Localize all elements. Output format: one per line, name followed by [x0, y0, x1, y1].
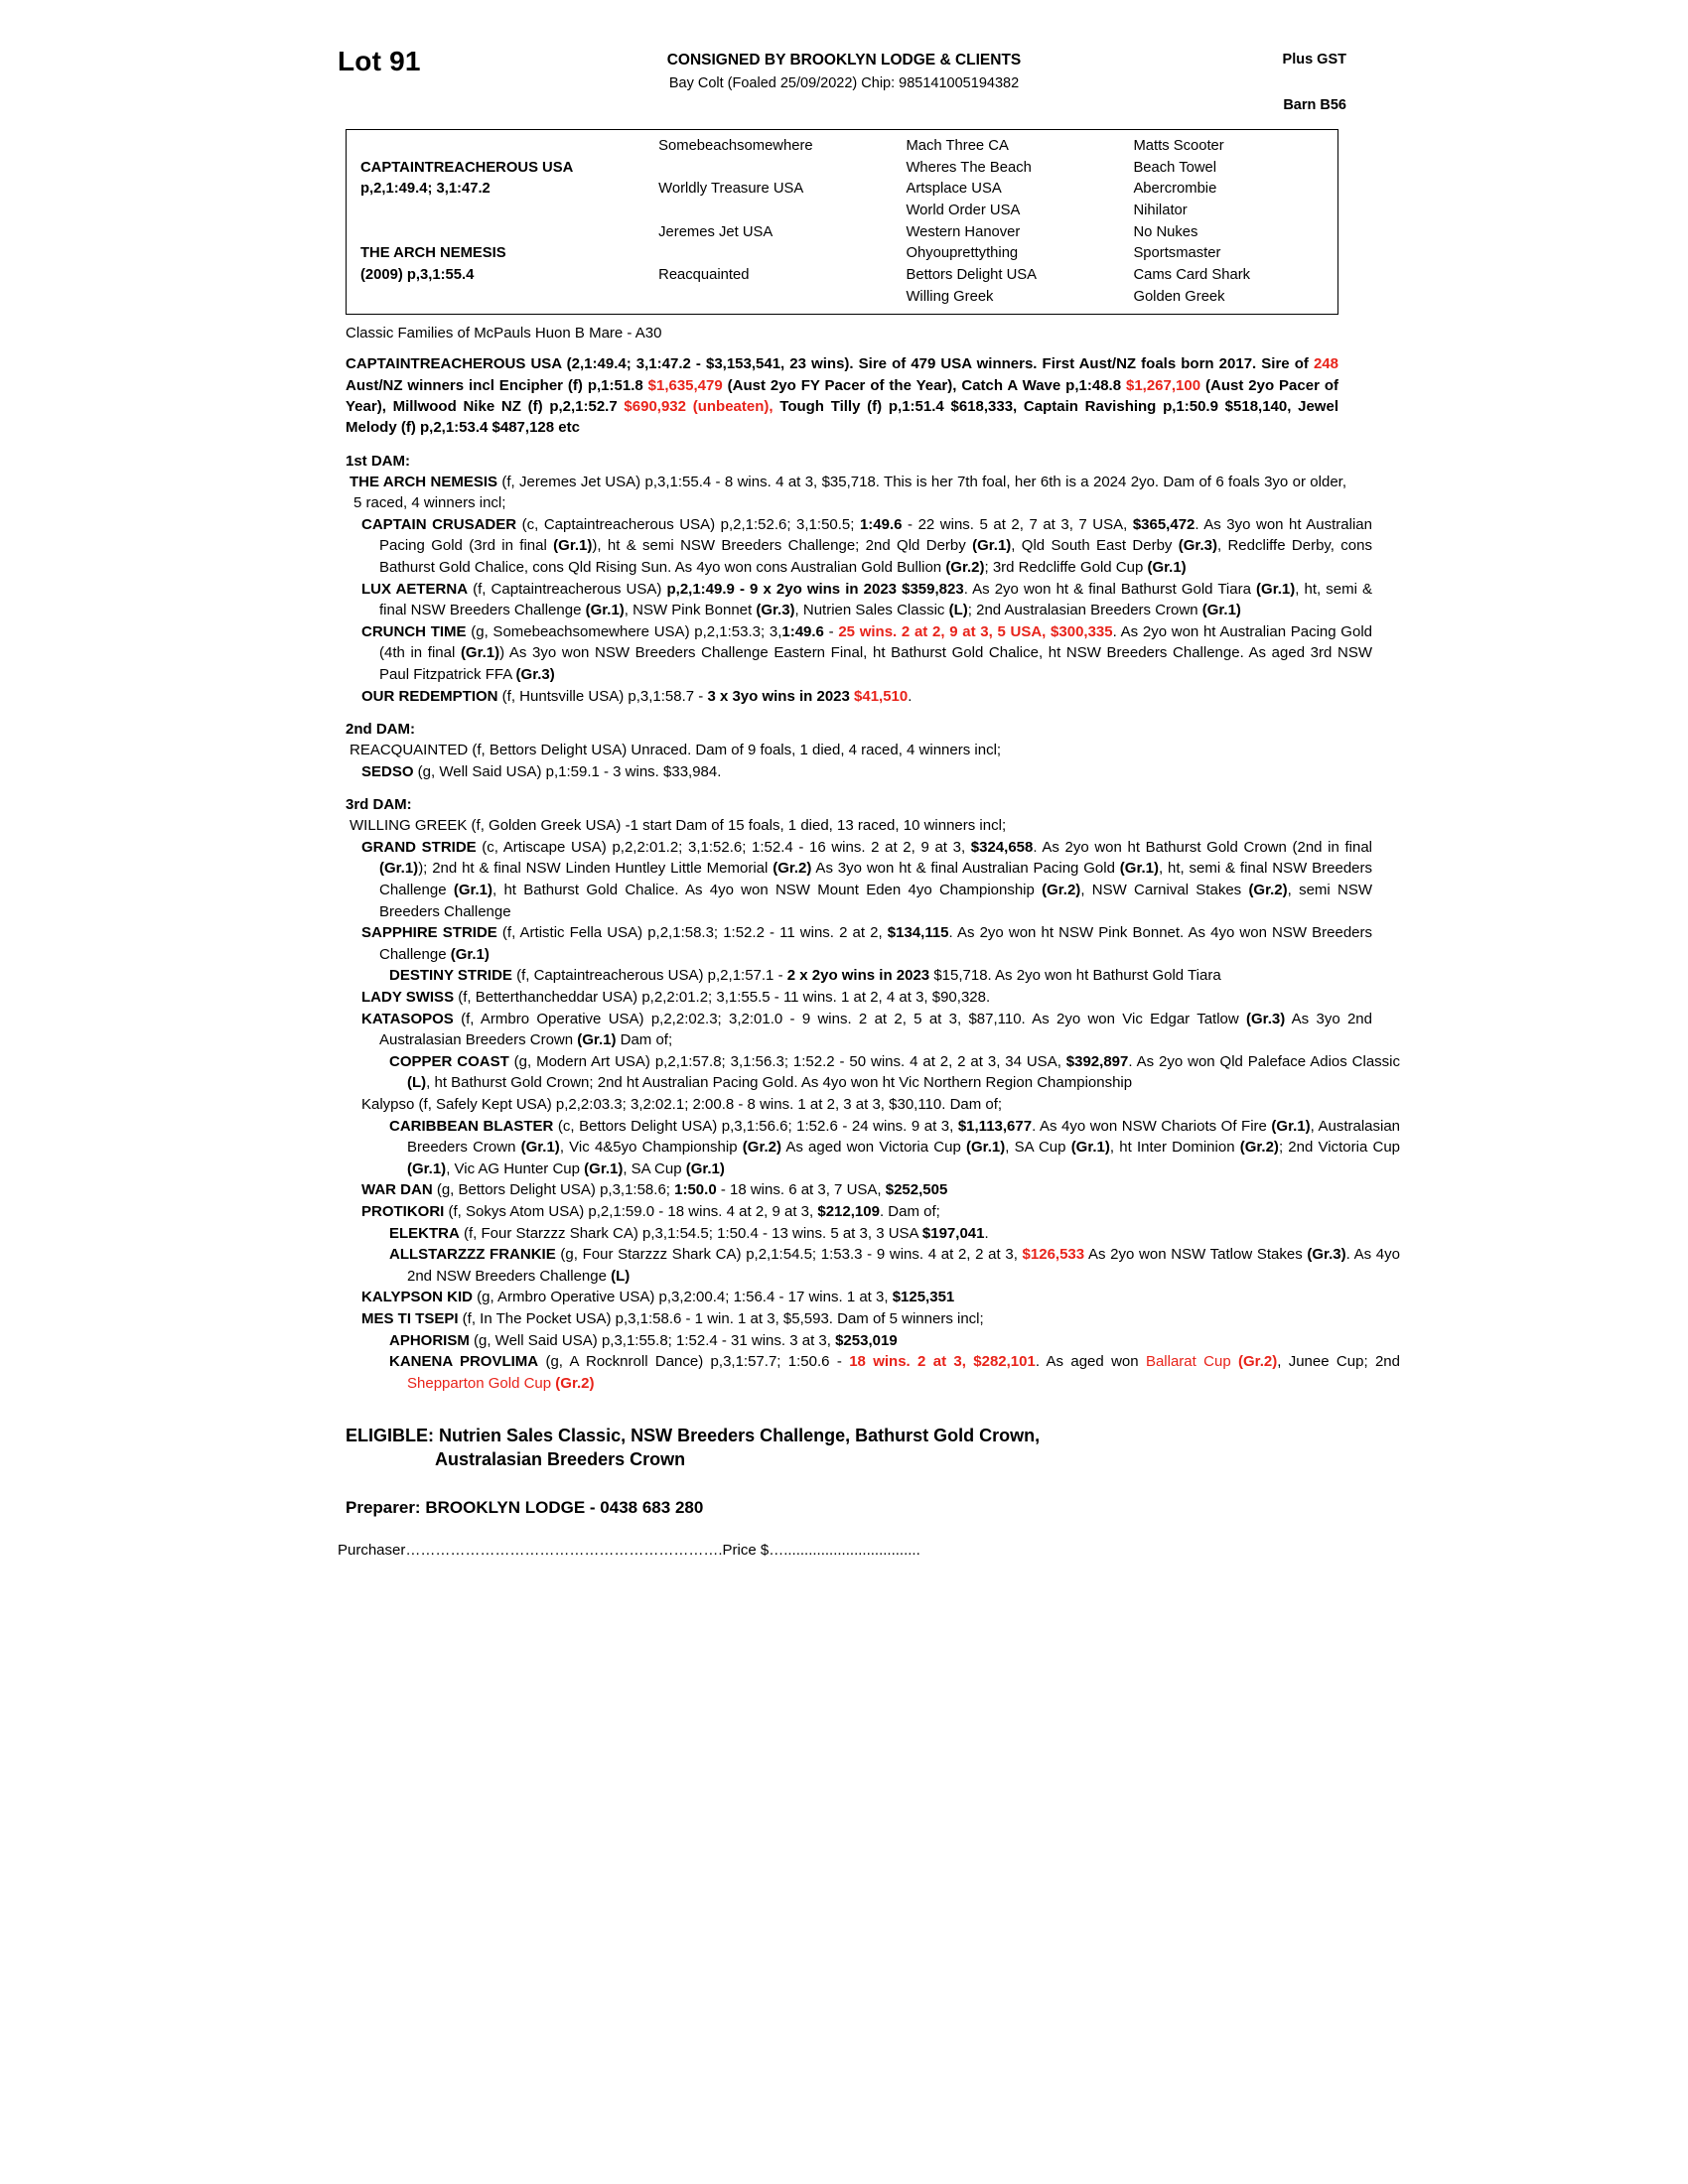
pedigree-entry	[346, 514, 1372, 579]
text-run: (L)	[948, 602, 968, 619]
text-run: - 22 wins. 5 at 2, 7 at 3, 7 USA,	[902, 515, 1133, 533]
text-run: (g, Four Starzzz Shark CA) p,2,1:54.5; 1:53.3 - 9 wins. 4 at 2, 2 at 3,	[555, 1246, 1023, 1264]
text-run: (f, Captaintreacherous USA)	[468, 580, 667, 598]
pedigree-cell	[654, 158, 902, 180]
text-run: (Gr.2)	[1238, 1353, 1278, 1371]
text-run: , SA Cup	[1005, 1139, 1071, 1157]
pedigree-entry	[346, 987, 1372, 1009]
dam-sections	[338, 452, 1401, 1395]
pedigree-cell: Jeremes Jet USA	[658, 223, 774, 240]
text-run: $212,109	[817, 1202, 880, 1220]
pedigree-entry	[346, 740, 1346, 761]
text-run: , ht Bathurst Gold Chalice. As 4yo won NSW Mount Eden 4yo Championship	[492, 882, 1043, 899]
text-run: $365,472	[1132, 515, 1196, 533]
pedigree-entry	[346, 965, 1400, 987]
text-run: (Gr.2)	[1239, 1139, 1279, 1157]
pedigree-cell: World Order USA	[906, 203, 1021, 219]
pedigree-entry	[346, 1287, 1372, 1308]
text-run: , SA Cup	[623, 1160, 686, 1177]
text-run: (Gr.3)	[756, 602, 795, 619]
text-run: (Gr.1)	[1070, 1139, 1110, 1157]
text-run: ; 2nd Victoria Cup	[1278, 1139, 1401, 1157]
pedigree-entry	[346, 1116, 1400, 1180]
text-run: COPPER COAST	[389, 1052, 509, 1070]
text-run: (Gr.3)	[1178, 537, 1217, 555]
pedigree-cell: Matts Scooter	[1133, 138, 1224, 154]
pedigree-cell: Bettors Delight USA	[906, 267, 1038, 284]
text-run: Kalypso (f, Safely Kept USA) p,2,2:03.3; 3,2:02.1; 2:00.8 - 8 wins. 1 at 2, 3 at 3, $30,110. Dam of;	[361, 1096, 1003, 1113]
pedigree-cell	[654, 243, 902, 265]
text-run: , semi NSW Breeders Challenge	[379, 882, 1372, 920]
text-run: (c, Artiscape USA) p,2,2:01.2; 3,1:52.6; 1:52.4 - 16 wins. 2 at 2, 9 at 3,	[476, 838, 971, 856]
pedigree-cell	[654, 287, 902, 309]
text-run: . As 4yo 2nd NSW Breeders Challenge	[407, 1246, 1400, 1285]
text-run: Aust/NZ winners incl Encipher (f) p,1:51.8	[346, 376, 648, 394]
text-run: ALLSTARZZZ FRANKIE	[389, 1246, 556, 1264]
text-run: (Gr.1)	[553, 537, 593, 555]
text-run: $197,041	[921, 1224, 985, 1242]
text-run: KANENA PROVLIMA	[389, 1353, 539, 1371]
text-run: . As 2yo won ht Bathurst Gold Crown (2nd in final	[1033, 838, 1372, 856]
text-run: , Nutrien Sales Classic	[794, 602, 949, 619]
text-run: CARIBBEAN BLASTER	[389, 1117, 554, 1135]
text-run: (g, Bettors Delight USA) p,3,1:58.6;	[432, 1181, 675, 1199]
text-run: (Gr.2)	[773, 860, 812, 878]
pedigree-entry	[346, 1351, 1400, 1394]
text-run: (Gr.1)	[1147, 558, 1187, 576]
pedigree-cell: Worldly Treasure USA	[658, 181, 804, 198]
pedigree-cell: Cams Card Shark	[1133, 267, 1251, 284]
pedigree-cell: Nihilator	[1133, 203, 1188, 219]
pedigree-entry	[346, 621, 1372, 686]
text-run: PROTIKORI	[361, 1202, 445, 1220]
text-run: , Redcliffe Derby, cons Bathurst Gold Chalice, cons Qld Rising Sun. As 4yo won cons Australian Gold Bullion	[379, 537, 1372, 576]
pedigree-row	[347, 158, 1337, 180]
pedigree-entry	[346, 922, 1372, 965]
text-run: (L)	[407, 1074, 427, 1092]
text-run: (f, Jeremes Jet USA) p,3,1:55.4 - 8 wins. 4 at 3, $35,718. This is her 7th foal, her 6th is a 2024 2yo. Dam of 6 foals 3yo or older, 5 raced, 4 winners incl;	[353, 473, 1346, 512]
dam-heading: 3rd DAM:	[346, 796, 412, 814]
text-run: $126,533	[1022, 1246, 1085, 1264]
pedigree-entry	[346, 472, 1346, 514]
pedigree-cell	[347, 222, 654, 244]
text-run: MES TI TSEPI	[361, 1309, 459, 1327]
pedigree-cell: Somebeachsomewhere	[658, 138, 813, 154]
text-run: -	[823, 622, 839, 640]
text-run: As 3yo 2nd Australasian Breeders Crown	[379, 1010, 1372, 1049]
pedigree-cell: Beach Towel	[1133, 159, 1217, 176]
text-run: (c, Captaintreacherous USA) p,2,1:52.6; 3,1:50.5;	[516, 515, 860, 533]
eligible-line-2: Australasian Breeders Crown	[435, 1449, 686, 1470]
text-run: , Vic 4&5yo Championship	[559, 1139, 743, 1157]
pedigree-cell: Mach Three CA	[906, 138, 1009, 154]
text-run: As 3yo won ht & final Australian Pacing Gold	[811, 860, 1120, 878]
text-run: Dam of;	[616, 1031, 673, 1049]
dam-heading: 1st DAM:	[346, 452, 411, 470]
text-run: $690,932 (unbeaten),	[624, 397, 774, 415]
text-run: Shepparton Gold Cup	[407, 1374, 556, 1392]
text-run: (Gr.2)	[1042, 882, 1081, 899]
text-run: (f, Betterthancheddar USA) p,2,2:01.2; 3,1:55.5 - 11 wins. 1 at 2, 4 at 3, $90,328.	[454, 989, 991, 1007]
pedigree-entry	[346, 579, 1372, 621]
text-run: SEDSO	[361, 762, 414, 780]
text-run: - 18 wins. 6 at 3, 7 USA,	[716, 1181, 886, 1199]
text-run: CAPTAIN CRUSADER	[361, 515, 517, 533]
text-run: (Gr.2)	[555, 1374, 595, 1392]
sire-summary	[346, 353, 1338, 438]
text-run: (f, Sokys Atom USA) p,2,1:59.0 - 18 wins. 4 at 2, 9 at 3,	[444, 1202, 818, 1220]
text-run: GRAND STRIDE	[361, 838, 477, 856]
text-run: $125,351	[892, 1289, 955, 1306]
text-run: (Gr.2)	[945, 558, 985, 576]
text-run: (Gr.1)	[407, 1160, 447, 1177]
text-run: (Gr.1)	[585, 602, 625, 619]
text-run: (Gr.1)	[685, 1160, 725, 1177]
pedigree-cell	[347, 201, 654, 222]
text-run: (Gr.1)	[1201, 602, 1241, 619]
text-run: ELEKTRA	[389, 1224, 460, 1242]
pedigree-entry	[346, 761, 1372, 783]
text-run: (Aust 2yo FY Pacer of the Year), Catch A Wave p,1:48.8	[722, 376, 1126, 394]
pedigree-entry	[346, 1330, 1400, 1352]
text-run: $15,718. As 2yo won ht Bathurst Gold Tiara	[929, 967, 1221, 985]
text-run: (Gr.1)	[1119, 860, 1159, 878]
text-run: As 2yo won NSW Tatlow Stakes	[1084, 1246, 1308, 1264]
pedigree-row	[347, 265, 1337, 287]
text-run: (g, Armbro Operative USA) p,3,2:00.4; 1:56.4 - 17 wins. 1 at 3,	[472, 1289, 893, 1306]
pedigree-cell: Western Hanover	[906, 223, 1021, 240]
text-run: (f, Artistic Fella USA) p,2,1:58.3; 1:52.2 - 11 wins. 2 at 2,	[496, 924, 888, 942]
text-run: (Gr.1)	[584, 1160, 624, 1177]
text-run: $1,635,479	[647, 376, 723, 394]
text-run: (Gr.1)	[966, 1139, 1006, 1157]
text-run: KATASOPOS	[361, 1010, 454, 1027]
text-run: (g, A Rocknroll Dance) p,3,1:57.7; 1:50.6 -	[538, 1353, 850, 1371]
pedigree-entry	[346, 1094, 1372, 1116]
text-run: (f, Captaintreacherous USA) p,2,1:57.1 -	[511, 967, 787, 985]
text-run: . Dam of;	[879, 1202, 940, 1220]
text-run: . As 2yo won ht Australian Pacing Gold (4th in final	[379, 622, 1372, 662]
text-run: (Gr.3)	[1246, 1010, 1286, 1027]
pedigree-cell: Willing Greek	[906, 288, 994, 305]
text-run: , NSW Pink Bonnet	[624, 602, 757, 619]
text-run: .	[908, 687, 913, 705]
text-run: (Gr.3)	[515, 665, 555, 683]
text-run: (Gr.2)	[1248, 882, 1288, 899]
text-run: (Gr.1)	[1271, 1117, 1311, 1135]
text-run: THE ARCH NEMESIS	[350, 473, 497, 490]
text-run: (Gr.1)	[453, 882, 493, 899]
text-run: 248	[1313, 355, 1338, 373]
text-run: (g, Modern Art USA) p,2,1:57.8; 3,1:56.3; 1:52.2 - 50 wins. 4 at 2, 2 at 3, 34 USA,	[508, 1052, 1066, 1070]
text-run: As aged won Victoria Cup	[780, 1139, 967, 1157]
text-run: 2 x 2yo wins in 2023	[786, 967, 930, 985]
text-run: ) As 3yo won NSW Breeders Challenge Eastern Final, ht Bathurst Gold Chalice, ht NSW Breeders Challenge. As aged 3rd NSW Paul Fitzpatrick FFA	[379, 644, 1372, 683]
text-run: , ht, semi & final NSW Breeders Challenge	[379, 580, 1372, 619]
dam-heading: 2nd DAM:	[346, 721, 415, 739]
pedigree-cell: p,2,1:49.4; 3,1:47.2	[360, 181, 491, 198]
lot-number: Lot 91	[338, 46, 421, 76]
pedigree-entry	[346, 1051, 1400, 1094]
pedigree-table	[347, 136, 1337, 308]
text-run: ; 2nd Australasian Breeders Crown	[967, 602, 1202, 619]
text-run: 1:49.6	[781, 622, 824, 640]
text-run: WAR DAN	[361, 1181, 433, 1199]
text-run: . As 4yo won NSW Chariots Of Fire	[1032, 1117, 1272, 1135]
text-run: (Gr.1)	[1256, 580, 1296, 598]
text-run: (g, Somebeachsomewhere USA) p,2,1:53.3; 3,	[466, 622, 782, 640]
text-run: 18 wins. 2 at 3, $282,101	[849, 1353, 1036, 1371]
pedigree-cell: Ohyouprettything	[906, 245, 1019, 262]
pedigree-row	[347, 222, 1337, 244]
text-run: , Vic AG Hunter Cup	[446, 1160, 585, 1177]
text-run: (Gr.1)	[379, 860, 419, 878]
text-run: LADY SWISS	[361, 989, 455, 1007]
text-run: $392,897	[1065, 1052, 1129, 1070]
text-run: ); 2nd ht & final NSW Linden Huntley Little Memorial	[418, 860, 774, 878]
text-run: $324,658	[970, 838, 1034, 856]
text-run: (Gr.1)	[577, 1031, 617, 1049]
pedigree-entry	[346, 1201, 1372, 1223]
classic-families-line: Classic Families of McPauls Huon B Mare - A30	[346, 325, 662, 342]
text-run: ; 3rd Redcliffe Gold Cup	[984, 558, 1148, 576]
text-run: (c, Bettors Delight USA) p,3,1:56.6; 1:52.6 - 24 wins. 9 at 3,	[553, 1117, 958, 1135]
pedigree-cell: Reacquainted	[658, 267, 750, 284]
text-run: .	[984, 1224, 989, 1242]
text-run: , Qld South East Derby	[1011, 537, 1179, 555]
text-run: (Gr.1)	[972, 537, 1012, 555]
pedigree-box	[346, 129, 1338, 315]
pedigree-entry	[346, 686, 1372, 708]
text-run: (Gr.3)	[1307, 1246, 1346, 1264]
text-run: (f, Armbro Operative USA) p,2,2:02.3; 3,2:01.0 - 9 wins. 2 at 2, 5 at 3, $87,110. As 2yo won Vic Edgar Tatlow	[453, 1010, 1247, 1027]
text-run: , ht, semi & final NSW Breeders Challenge	[379, 860, 1373, 899]
text-run: CRUNCH TIME	[361, 622, 467, 640]
eligible-line-1: ELIGIBLE: Nutrien Sales Classic, NSW Breeders Challenge, Bathurst Gold Crown,	[346, 1426, 1041, 1446]
text-run: , Australasian Breeders Crown	[407, 1117, 1401, 1157]
pedigree-row	[347, 201, 1337, 222]
text-run: KALYPSON KID	[361, 1289, 473, 1306]
barn-number: Barn B56	[1283, 97, 1346, 113]
text-run: (Gr.1)	[520, 1139, 560, 1157]
text-run: 1:50.0	[674, 1181, 717, 1199]
pedigree-cell: Sportsmaster	[1133, 245, 1221, 262]
pedigree-cell: CAPTAINTREACHEROUS USA	[360, 159, 574, 176]
pedigree-entry	[346, 1179, 1372, 1201]
pedigree-cell: Golden Greek	[1133, 288, 1225, 305]
pedigree-cell: THE ARCH NEMESIS	[360, 245, 506, 262]
pedigree-cell	[347, 287, 654, 309]
consignor-line: CONSIGNED BY BROOKLYN LODGE & CLIENTS	[666, 52, 1022, 68]
purchaser-line: Purchaser……………………………………………………….Price $….................................	[338, 1541, 920, 1559]
text-run: CAPTAINTREACHEROUS USA (2,1:49.4; 3,1:47.2 - $3,153,541, 23 wins). Sire of 479 USA winners. First Aust/NZ foals born 2017. Sire of	[346, 355, 1314, 373]
text-run: REACQUAINTED (f, Bettors Delight USA) Unraced. Dam of 9 foals, 1 died, 4 raced, 4 winners incl;	[350, 742, 1002, 759]
pedigree-cell: Abercrombie	[1133, 181, 1217, 198]
text-run: OUR REDEMPTION	[361, 687, 498, 705]
gst-note: Plus GST	[1282, 52, 1346, 68]
text-run: 3 x 3yo wins in 2023	[707, 687, 855, 705]
eligible-block	[346, 1424, 1338, 1471]
text-run: $1,113,677	[957, 1117, 1033, 1135]
pedigree-cell: Artsplace USA	[906, 181, 1002, 198]
pedigree-row	[347, 179, 1337, 201]
pedigree-row	[347, 287, 1337, 309]
pedigree-cell: (2009) p,3,1:55.4	[360, 267, 475, 284]
pedigree-row	[347, 136, 1337, 158]
text-run: $253,019	[835, 1331, 898, 1349]
text-run: , Junee Cup; 2nd	[1277, 1353, 1400, 1371]
text-run: 25 wins. 2 at 2, 9 at 3, 5 USA, $300,335	[838, 622, 1113, 640]
text-run: (f, Huntsville USA) p,3,1:58.7 -	[497, 687, 708, 705]
text-run: $1,267,100	[1125, 376, 1201, 394]
text-run: $134,115	[887, 924, 949, 942]
text-run: (f, Four Starzzz Shark CA) p,3,1:54.5; 1:50.4 - 13 wins. 5 at 3, 3 USA	[459, 1224, 922, 1242]
pedigree-cell	[347, 136, 654, 158]
text-run: (f, In The Pocket USA) p,3,1:58.6 - 1 win. 1 at 3, $5,593. Dam of 5 winners incl;	[458, 1309, 984, 1327]
text-run: ), ht & semi NSW Breeders Challenge; 2nd Qld Derby	[592, 537, 973, 555]
text-run: Tough Tilly (f) p,1:51.4 $618,333, Captain Ravishing p,1:50.9 $518,140, Jewel Melody (f) p,2,1:53.4 $487,128 etc	[346, 397, 1338, 437]
text-run: (Gr.1)	[460, 644, 500, 662]
text-run: DESTINY STRIDE	[389, 967, 512, 985]
pedigree-row	[347, 243, 1337, 265]
pedigree-entry	[346, 1223, 1400, 1245]
preparer-line: Preparer: BROOKLYN LODGE - 0438 683 280	[346, 1497, 704, 1517]
text-run: p,2,1:49.9 - 9 x 2yo wins in 2023 $359,823	[666, 580, 964, 598]
text-run: WILLING GREEK (f, Golden Greek USA) -1 start Dam of 15 foals, 1 died, 13 raced, 10 winners incl;	[350, 817, 1007, 835]
pedigree-cell	[654, 201, 902, 222]
text-run: . As 2yo won ht NSW Pink Bonnet. As 4yo won NSW Breeders Challenge	[379, 924, 1373, 963]
text-run: (Aust 2yo Pacer of Year), Millwood Nike NZ (f) p,2,1:52.7	[346, 376, 1338, 415]
text-run: (Gr.2)	[742, 1139, 781, 1157]
text-run: . As aged won	[1035, 1353, 1146, 1371]
text-run: 1:49.6	[859, 515, 903, 533]
text-run: . As 2yo won Qld Paleface Adios Classic	[1128, 1052, 1400, 1070]
text-run: (Gr.1)	[450, 945, 490, 963]
horse-description: Bay Colt (Foaled 25/09/2022) Chip: 985141005194382	[668, 75, 1020, 91]
pedigree-entry	[346, 1244, 1400, 1287]
pedigree-entry	[346, 837, 1372, 922]
text-run: APHORISM	[389, 1331, 470, 1349]
text-run: , NSW Carnival Stakes	[1080, 882, 1249, 899]
pedigree-entry	[346, 1009, 1372, 1051]
pedigree-cell: Wheres The Beach	[906, 159, 1032, 176]
catalogue-sheet	[338, 40, 1401, 1559]
pedigree-cell: No Nukes	[1133, 223, 1198, 240]
text-run: (g, Well Said USA) p,3,1:55.8; 1:52.4 - 31 wins. 3 at 3,	[469, 1331, 836, 1349]
text-run: (L)	[611, 1267, 631, 1285]
page-header	[338, 40, 1350, 121]
text-run: . As 2yo won ht & final Bathurst Gold Tiara	[963, 580, 1257, 598]
text-run: Ballarat Cup	[1145, 1353, 1239, 1371]
pedigree-entry	[346, 815, 1346, 837]
text-run: . As 3yo won ht Australian Pacing Gold (3rd in final	[379, 515, 1372, 555]
text-run: $41,510	[854, 687, 909, 705]
text-run: LUX AETERNA	[361, 580, 469, 598]
text-run: , ht Inter Dominion	[1109, 1139, 1240, 1157]
text-run: , ht Bathurst Gold Crown; 2nd ht Australian Pacing Gold. As 4yo won ht Vic Northern Region Championship	[426, 1074, 1133, 1092]
text-run: $252,505	[885, 1181, 948, 1199]
text-run: (g, Well Said USA) p,1:59.1 - 3 wins. $33,984.	[413, 762, 722, 780]
pedigree-entry	[346, 1308, 1372, 1330]
text-run: SAPPHIRE STRIDE	[361, 924, 497, 942]
